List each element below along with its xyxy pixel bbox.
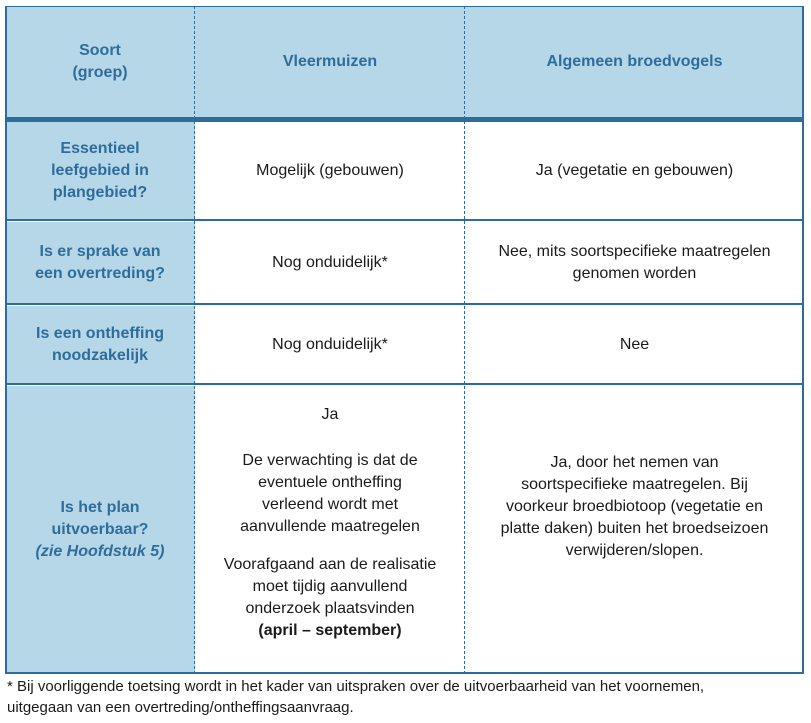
footnote [7,676,802,718]
cell-text: platte daken) buiten het broedseizoen [500,520,769,537]
cell-text: verleend wordt met [261,496,399,513]
cell-bats-habitat [195,122,465,220]
table-left-border [5,6,7,674]
research-period: (april – september) [258,622,402,639]
footnote-line: uitgegaan van een overtreding/ontheffingsaanvraag. [7,699,354,716]
header-species-group [5,6,195,118]
cell-text: onderzoek plaatsvinden [245,600,415,617]
header-bats-label: Vleermuizen [282,53,378,70]
cell-text: Ja (vegetatie en gebouwen) [535,162,734,179]
species-table [5,6,804,674]
footnote-line: * Bij voorliggende toetsing wordt in het kader van uitspraken over de uitvoerbaarheid van het voornemen, [7,678,705,695]
cell-text: Nee [619,336,650,353]
cell-birds-habitat [465,122,804,220]
cell-birds-feasible [465,386,804,674]
cell-text: Nee, mits soortspecifieke maatregelen [498,243,771,260]
label-line: een overtreding? [35,265,165,282]
header-divider [5,117,804,122]
header-breeding-birds [465,6,804,118]
cell-text: Nog onduidelijk* [272,254,388,271]
cell-birds-exemption [465,306,804,384]
cell-text: verwijderen/slopen. [565,542,704,559]
header-birds-label: Algemeen broedvogels [546,53,723,70]
header-group-line: (groep) [72,64,128,81]
label-line: Essentieel [60,140,140,157]
table-right-border [802,6,804,674]
cell-bats-violation [195,222,465,304]
chapter-reference: (zie Hoofdstuk 5) [35,543,165,560]
row-divider [5,303,804,305]
cell-text: soortspecifieke maatregelen. Bij [521,476,748,493]
cell-birds-violation [465,222,804,304]
header-species-line: Soort [79,42,121,59]
cell-text: voorkeur broedbiotoop (vegetatie en [505,498,764,515]
label-line: Is het plan [60,499,140,516]
row-label-violation [5,222,195,304]
cell-bats-exemption [195,306,465,384]
row-label-feasible [5,386,195,674]
label-line: uitvoerbaar? [51,521,149,538]
cell-text: Nog onduidelijk* [272,336,388,353]
row-label-exemption [5,306,195,384]
label-line: noodzakelijk [51,347,149,364]
cell-text: moet tijdig aanvullend [252,578,408,595]
bats-research-paragraph [224,554,437,642]
column-divider [464,6,465,674]
cell-text: Mogelijk (gebouwen) [256,162,404,179]
bats-feasible-answer: Ja [321,406,339,423]
bats-expectation-paragraph [240,450,420,538]
header-bats [195,6,465,118]
label-line: leefgebied in [51,162,149,179]
cell-text: genomen worden [572,265,697,282]
cell-text: Voorafgaand aan de realisatie [223,556,437,573]
cell-bats-feasible [195,386,465,674]
cell-text: De verwachting is dat de [242,452,418,469]
column-divider [194,6,195,674]
cell-text: Ja, door het nemen van [550,454,719,471]
table-top-border [5,6,804,7]
label-line: Is een ontheffing [36,325,164,342]
label-line: plangebied? [52,184,148,201]
row-divider [5,219,804,221]
cell-text: aanvullende maatregelen [240,518,420,535]
row-label-essential-habitat [5,122,195,220]
label-line: Is er sprake van [39,243,161,260]
cell-text: eventuele ontheffing [258,474,402,491]
row-divider [5,383,804,385]
table-bottom-border [5,672,804,674]
